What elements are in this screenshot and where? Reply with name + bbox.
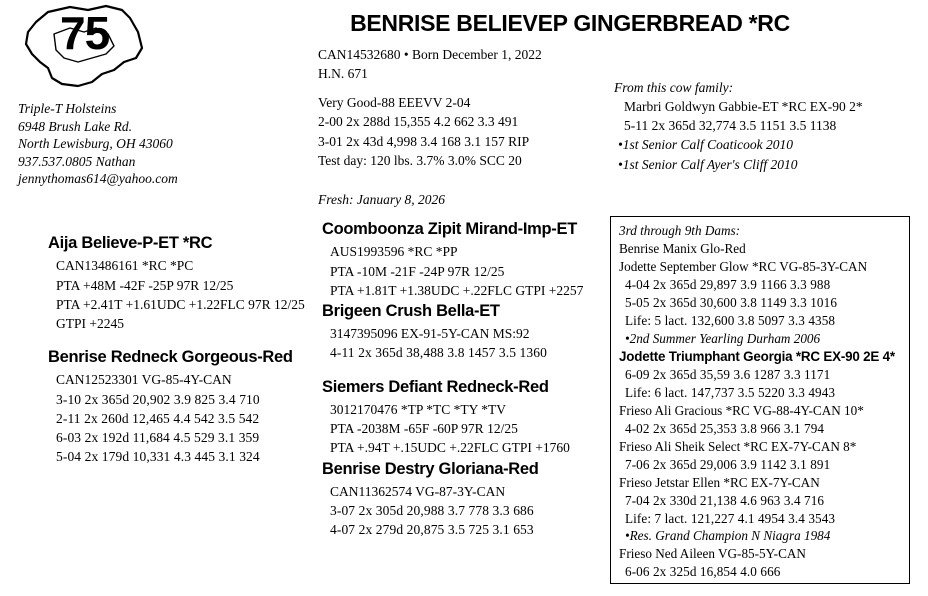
production-row: 4-07 2x 279d 20,875 3.5 725 3.1 653	[330, 522, 534, 538]
consignor-phone: 937.537.0805 Nathan	[18, 153, 136, 169]
dam-line: Frieso Ali Gracious *RC VG-88-4Y-CAN 10*	[619, 402, 864, 418]
test-day-line: Test day: 120 lbs. 3.7% 3.0% SCC 20	[318, 152, 522, 168]
pedigree-sub-line: PTA +48M -42F -25P 97R 12/25	[56, 277, 234, 293]
cow-family-heading: From this cow family:	[614, 80, 734, 95]
pedigree-sub-line: 3147395096 EX-91-5Y-CAN MS:92	[330, 326, 530, 342]
production-row: 3-10 2x 365d 20,902 3.9 825 3.4 710	[56, 391, 260, 407]
dam-line: Jodette September Glow *RC VG-85-3Y-CAN	[619, 258, 868, 274]
pedigree-name: Aija Believe-P-ET *RC	[48, 234, 213, 252]
pedigree-sub-line: 3012170476 *TP *TC *TY *TV	[330, 402, 506, 418]
dam-production-row: 4-04 2x 365d 29,897 3.9 1166 3.3 988	[625, 276, 831, 292]
pedigree-sub-line: PTA +.94T +.15UDC +.22FLC GTPI +1760	[330, 440, 570, 456]
dam-production-row: 6-06 2x 325d 16,854 4.0 666	[625, 564, 781, 580]
pedigree-sub-line: CAN11362574 VG-87-3Y-CAN	[330, 483, 506, 499]
cow-family-line-1: Marbri Goldwyn Gabbie-ET *RC EX-90 2*	[624, 99, 863, 115]
cow-family-line-2: 5-11 2x 365d 32,774 3.5 1151 3.5 1138	[624, 118, 837, 134]
lot-number: 75	[60, 7, 110, 59]
pedigree-sub-line: PTA -2038M -65F -60P 97R 12/25	[330, 421, 518, 437]
dam-line: Benrise Manix Glo-Red	[619, 240, 746, 256]
dam-production-row: 5-05 2x 365d 30,600 3.8 1149 3.3 1016	[625, 294, 838, 310]
animal-details	[318, 45, 608, 209]
consignor-email: jennythomas614@yahoo.com	[18, 171, 178, 187]
cow-family-award-2: •1st Senior Calf Ayer's Cliff 2010	[618, 156, 798, 172]
pedigree-middle-column	[322, 218, 604, 539]
pedigree-entry	[322, 376, 604, 458]
pedigree-name: Siemers Defiant Redneck-Red	[322, 377, 549, 396]
lactation-record-1: 2-00 2x 288d 15,355 4.2 662 3.3 491	[318, 114, 519, 130]
dam-line: Frieso Ali Sheik Select *RC EX-7Y-CAN 8*	[619, 438, 857, 454]
new-york-state-outline-icon	[18, 4, 148, 96]
pedigree-entry	[48, 346, 310, 466]
pedigree-left-column	[48, 232, 310, 466]
dam-lifetime-row: Life: 5 lact. 132,600 3.8 5097 3.3 4358	[625, 312, 836, 328]
production-row: 4-11 2x 365d 38,488 3.8 1457 3.5 1360	[330, 345, 547, 361]
consignor-name: Triple-T Holsteins	[18, 101, 117, 116]
pedigree-entry	[322, 458, 604, 540]
dam-production-row: 6-09 2x 365d 35,59 3.6 1287 3.3 1171	[625, 366, 831, 382]
dam-line: Frieso Ned Aileen VG-85-5Y-CAN	[619, 546, 806, 562]
pedigree-entry	[48, 232, 310, 333]
dam-line: Jodette Triumphant Georgia *RC EX-90 2E 4*	[619, 348, 895, 364]
consignor-address-1: 6948 Brush Lake Rd.	[18, 118, 132, 134]
herd-number: H.N. 671	[318, 66, 368, 82]
pedigree-sub-line: PTA +1.81T +1.38UDC +.22FLC GTPI +2257	[330, 282, 584, 298]
pedigree-sub-line: PTA -10M -21F -24P 97R 12/25	[330, 263, 505, 279]
pedigree-sub-line: CAN13486161 *RC *PC	[56, 258, 194, 274]
dam-line: Frieso Jetstar Ellen *RC EX-7Y-CAN	[619, 474, 820, 490]
consignor-info	[18, 100, 218, 188]
lot-logo-block	[18, 4, 218, 188]
registration-line: CAN14532680 • Born December 1, 2022	[318, 47, 542, 62]
cow-family-award-1: •1st Senior Calf Coaticook 2010	[618, 137, 793, 153]
page-title: BENRISE BELIEVEP GINGERBREAD *RC	[350, 10, 790, 36]
dam-lifetime-row: Life: 6 lact. 147,737 3.5 5220 3.3 4943	[625, 384, 836, 400]
dam-award: •2nd Summer Yearling Durham 2006	[625, 330, 821, 346]
production-row: 2-11 2x 260d 12,465 4.4 542 3.5 542	[56, 410, 260, 426]
production-row: 3-07 2x 305d 20,988 3.7 778 3.3 686	[330, 503, 534, 519]
lactation-record-2: 3-01 2x 43d 4,998 3.4 168 3.1 157 RIP	[318, 133, 530, 149]
pedigree-sub-line: PTA +2.41T +1.61UDC +1.22FLC 97R 12/25	[56, 296, 305, 312]
pedigree-entry	[322, 300, 604, 363]
pedigree-sub-line: CAN12523301 VG-85-4Y-CAN	[56, 372, 232, 388]
dam-production-row: 7-06 2x 365d 29,006 3.9 1142 3.1 891	[625, 456, 831, 472]
pedigree-name: Benrise Redneck Gorgeous-Red	[48, 348, 293, 367]
dam-production-row: 7-04 2x 330d 21,138 4.6 963 3.4 716	[625, 492, 825, 508]
dam-award: •Res. Grand Champion N Niagra 1984	[625, 528, 831, 544]
production-row: 5-04 2x 179d 10,331 4.3 445 3.1 324	[56, 449, 260, 465]
production-row: 6-03 2x 192d 11,684 4.5 529 3.1 359	[56, 429, 260, 445]
pedigree-sub-line: AUS1993596 *RC *PP	[330, 244, 458, 260]
dams-box	[610, 216, 910, 584]
consignor-address-2: North Lewisburg, OH 43060	[18, 136, 173, 152]
dam-lifetime-row: Life: 7 lact. 121,227 4.1 4954 3.4 3543	[625, 510, 836, 526]
pedigree-name: Brigeen Crush Bella-ET	[322, 301, 500, 320]
pedigree-sub-line: GTPI +2245	[56, 315, 124, 331]
pedigree-name: Benrise Destry Gloriana-Red	[322, 459, 539, 478]
dams-heading: 3rd through 9th Dams:	[619, 223, 741, 238]
cow-family-block	[614, 78, 914, 174]
pedigree-entry	[322, 218, 604, 300]
classification-line: Very Good-88 EEEVV 2-04	[318, 95, 471, 111]
dam-production-row: 4-02 2x 365d 25,353 3.8 966 3.1 794	[625, 420, 825, 436]
fresh-date: Fresh: January 8, 2026	[318, 191, 445, 207]
pedigree-name: Coomboonza Zipit Mirand-Imp-ET	[322, 220, 577, 238]
